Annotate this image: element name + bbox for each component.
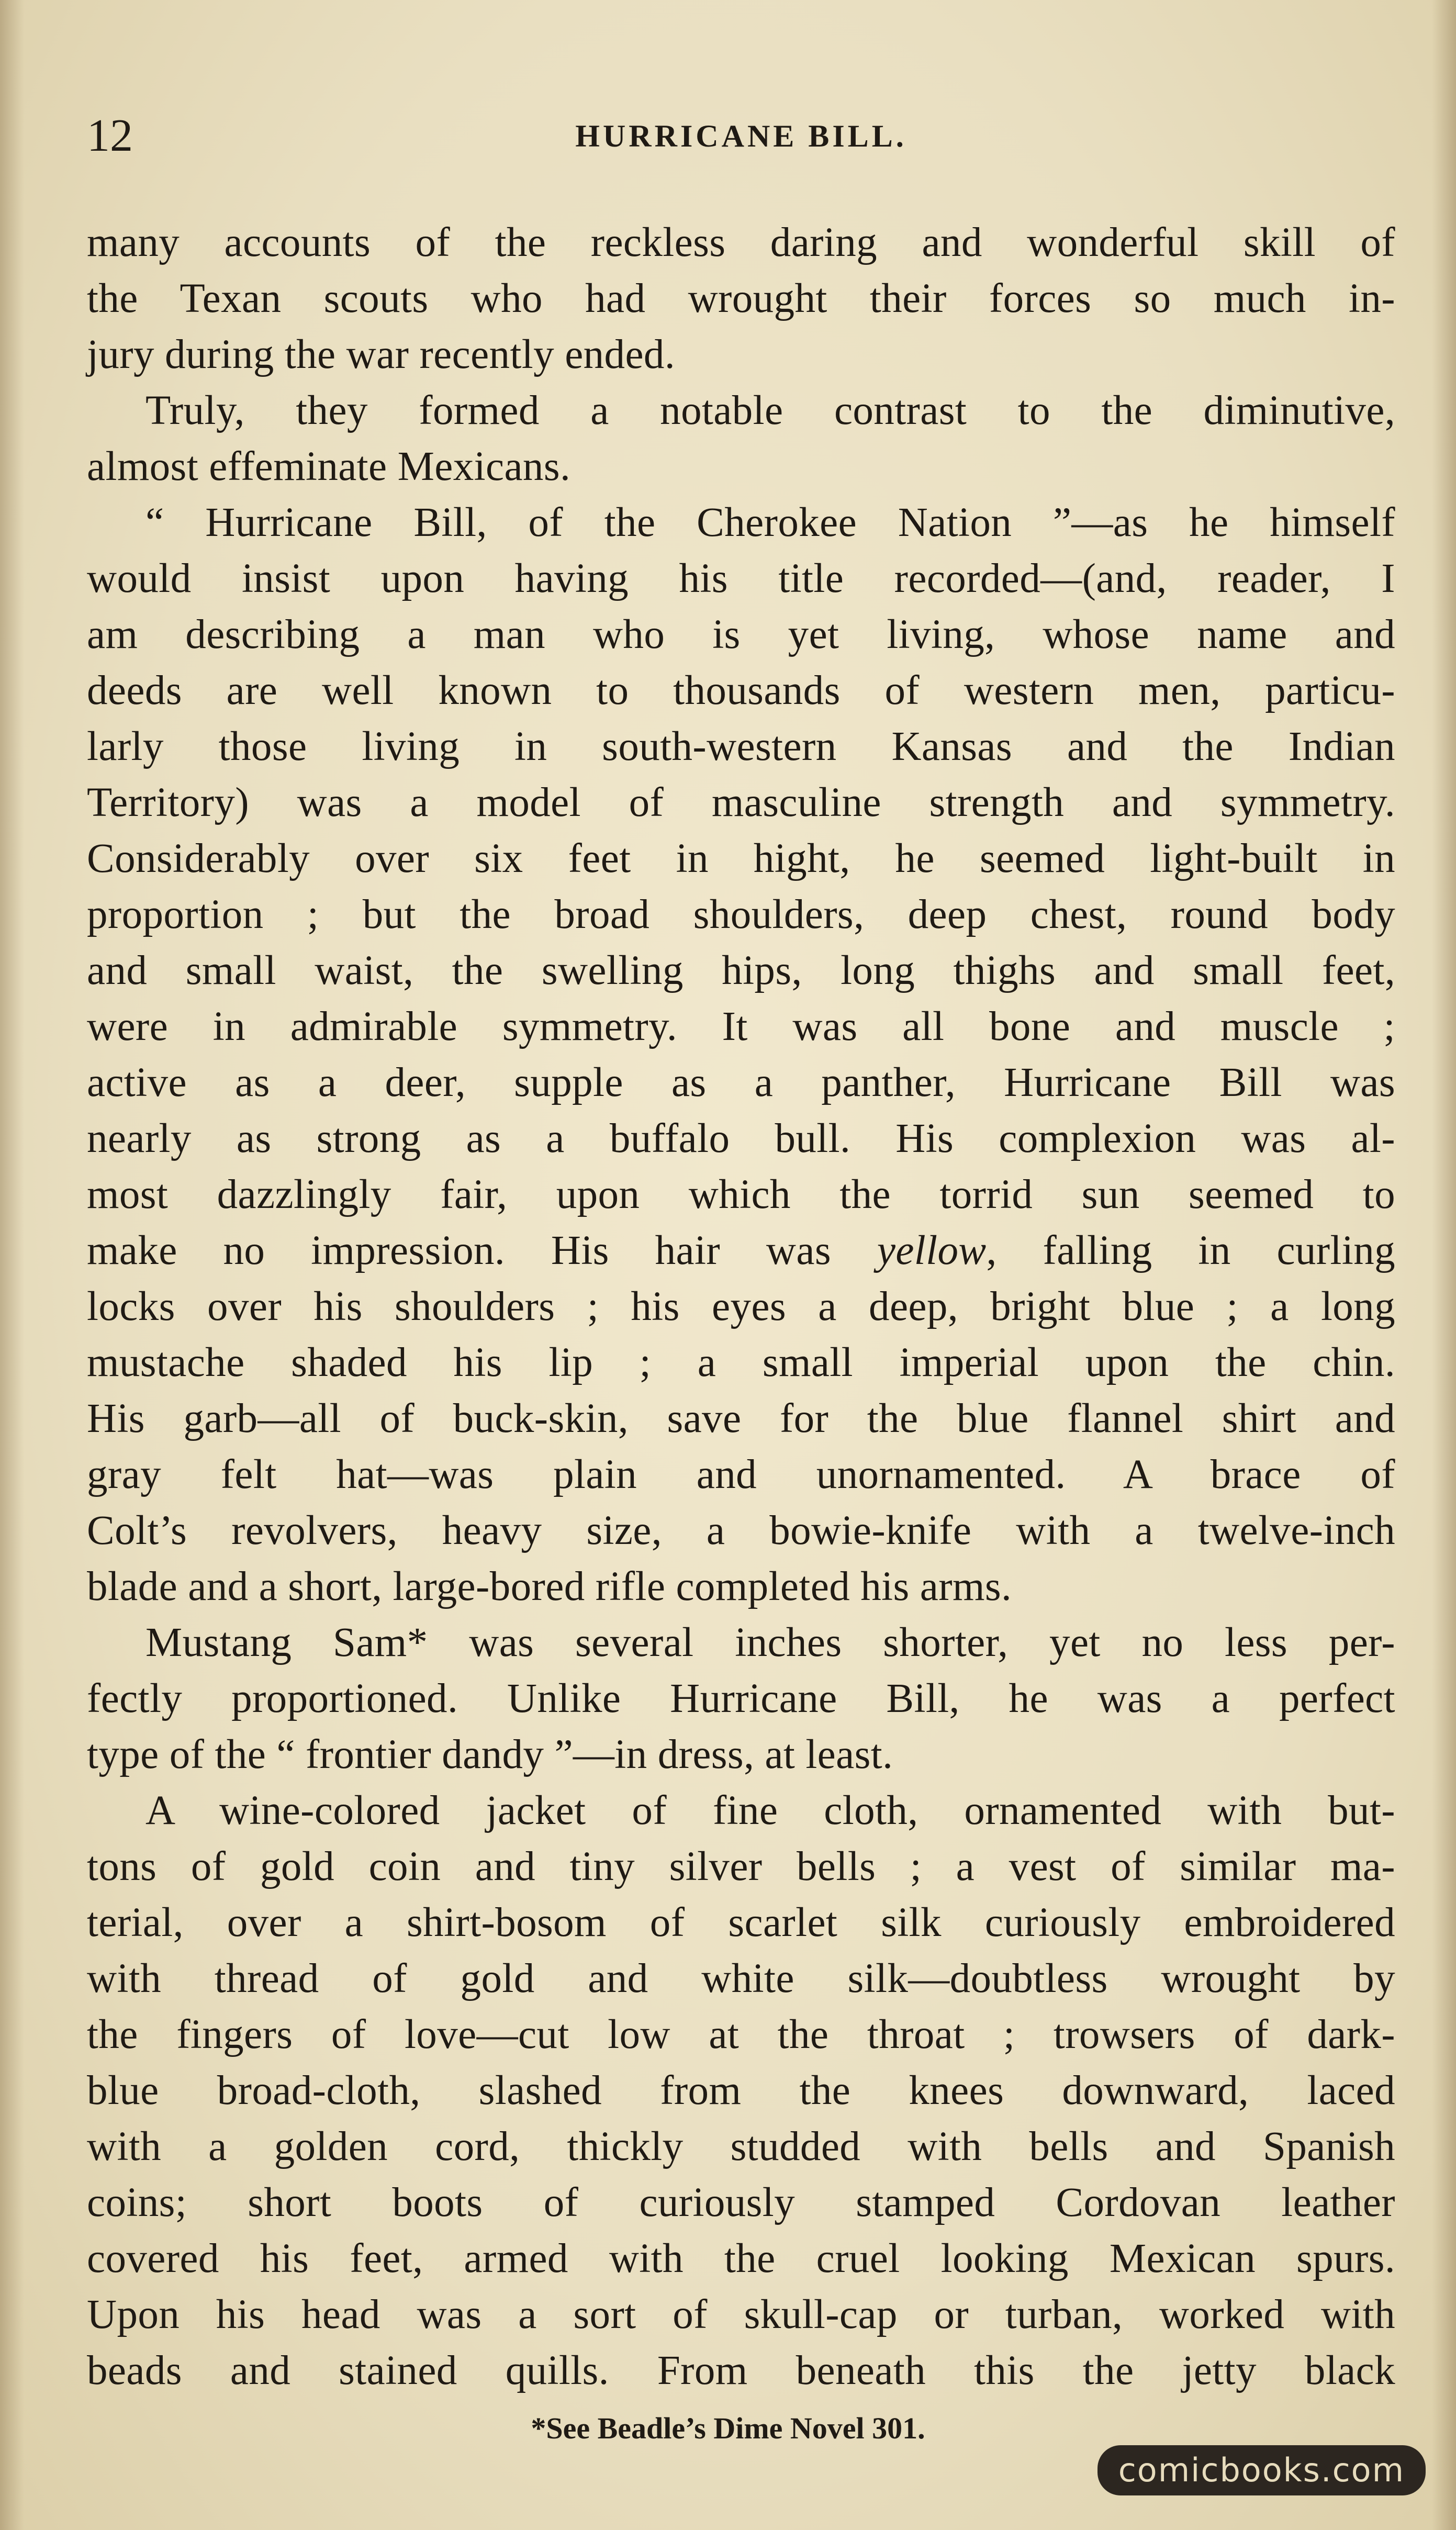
page-edge-shadow-right bbox=[1432, 0, 1456, 2530]
text-line: His garb—all of buck-skin, save for the blue flannel shirt and bbox=[87, 1396, 1395, 1441]
page-header bbox=[87, 105, 1395, 167]
text-line: Colt’s revolvers, heavy size, a bowie-knife with a twelve-inch bbox=[87, 1508, 1395, 1553]
text-line: gray felt hat—was plain and unornamented. A brace of bbox=[87, 1452, 1395, 1497]
text-line: the fingers of love—cut low at the throat ; trowsers of dark- bbox=[87, 2012, 1395, 2057]
text-line: would insist upon having his title recorded—(and, reader, I bbox=[87, 556, 1395, 601]
text-line: active as a deer, supple as a panther, Hurricane Bill was bbox=[87, 1060, 1395, 1105]
text-line: Mustang Sam* was several inches shorter, yet no less per- bbox=[145, 1620, 1395, 1665]
text-line: Considerably over six feet in hight, he seemed light-built in bbox=[87, 836, 1395, 881]
text-line: tons of gold coin and tiny silver bells ; a vest of similar ma- bbox=[87, 1844, 1395, 1889]
text-line: blue broad-cloth, slashed from the knees downward, laced bbox=[87, 2068, 1395, 2113]
body-text bbox=[87, 215, 1395, 2399]
text-line: terial, over a shirt-bosom of scarlet silk curiously embroidered bbox=[87, 1900, 1395, 1945]
text-line: many accounts of the reckless daring and wonderful skill of bbox=[87, 220, 1395, 265]
text-line: Territory) was a model of masculine strength and symmetry. bbox=[87, 780, 1395, 825]
text-line: locks over his shoulders ; his eyes a deep, bright blue ; a long bbox=[87, 1284, 1395, 1329]
text-line: Upon his head was a sort of skull-cap or turban, worked with bbox=[87, 2292, 1395, 2337]
text-segment: , falling in curling bbox=[986, 1228, 1396, 1273]
text-line: am describing a man who is yet living, whose name and bbox=[87, 612, 1395, 657]
text-line: beads and stained quills. From beneath this the jetty black bbox=[87, 2348, 1395, 2393]
text-line: deeds are well known to thousands of western men, particu- bbox=[87, 668, 1395, 713]
emphasized-word: yellow bbox=[877, 1228, 987, 1273]
text-line: nearly as strong as a buffalo bull. His complexion was al- bbox=[87, 1116, 1395, 1161]
text-line: with thread of gold and white silk—doubtless wrought by bbox=[87, 1956, 1395, 2001]
text-line: with a golden cord, thickly studded with bells and Spanish bbox=[87, 2124, 1395, 2169]
text-line: Truly, they formed a notable contrast to the diminutive, bbox=[145, 388, 1395, 433]
text-line: covered his feet, armed with the cruel looking Mexican spurs. bbox=[87, 2236, 1395, 2281]
text-line: “ Hurricane Bill, of the Cherokee Nation ”—as he himself bbox=[145, 500, 1395, 545]
text-line: and small waist, the swelling hips, long thighs and small feet, bbox=[87, 948, 1395, 993]
text-line: type of the “ frontier dandy ”—in dress, at least. bbox=[87, 1732, 893, 1777]
text-line: mustache shaded his lip ; a small imperial upon the chin. bbox=[87, 1340, 1395, 1385]
text-line: A wine-colored jacket of fine cloth, ornamented with but- bbox=[145, 1788, 1395, 1833]
text-line: the Texan scouts who had wrought their forces so much in- bbox=[87, 276, 1395, 321]
text-segment: make no impression. His hair was bbox=[87, 1228, 831, 1273]
text-line: coins; short boots of curiously stamped Cordovan leather bbox=[87, 2180, 1395, 2225]
text-line: jury during the war recently ended. bbox=[87, 332, 675, 377]
page-edge-shadow-left bbox=[0, 0, 24, 2530]
running-head: HURRICANE BILL. bbox=[575, 119, 907, 153]
text-line: fectly proportioned. Unlike Hurricane Bill, he was a perfect bbox=[87, 1676, 1395, 1721]
footnote: *See Beadle’s Dime Novel 301. bbox=[531, 2411, 925, 2445]
text-line-with-emphasis bbox=[87, 1223, 1395, 1279]
site-watermark: comicbooks.com bbox=[1097, 2445, 1426, 2495]
page-number: 12 bbox=[87, 110, 133, 161]
text-line: blade and a short, large-bored rifle completed his arms. bbox=[87, 1564, 1012, 1609]
text-line: most dazzlingly fair, upon which the torrid sun seemed to bbox=[87, 1172, 1395, 1217]
text-line: larly those living in south-western Kansas and the Indian bbox=[87, 724, 1395, 769]
text-line: almost effeminate Mexicans. bbox=[87, 444, 571, 489]
text-line: were in admirable symmetry. It was all bone and muscle ; bbox=[87, 1004, 1395, 1049]
text-line: proportion ; but the broad shoulders, deep chest, round body bbox=[87, 892, 1395, 937]
